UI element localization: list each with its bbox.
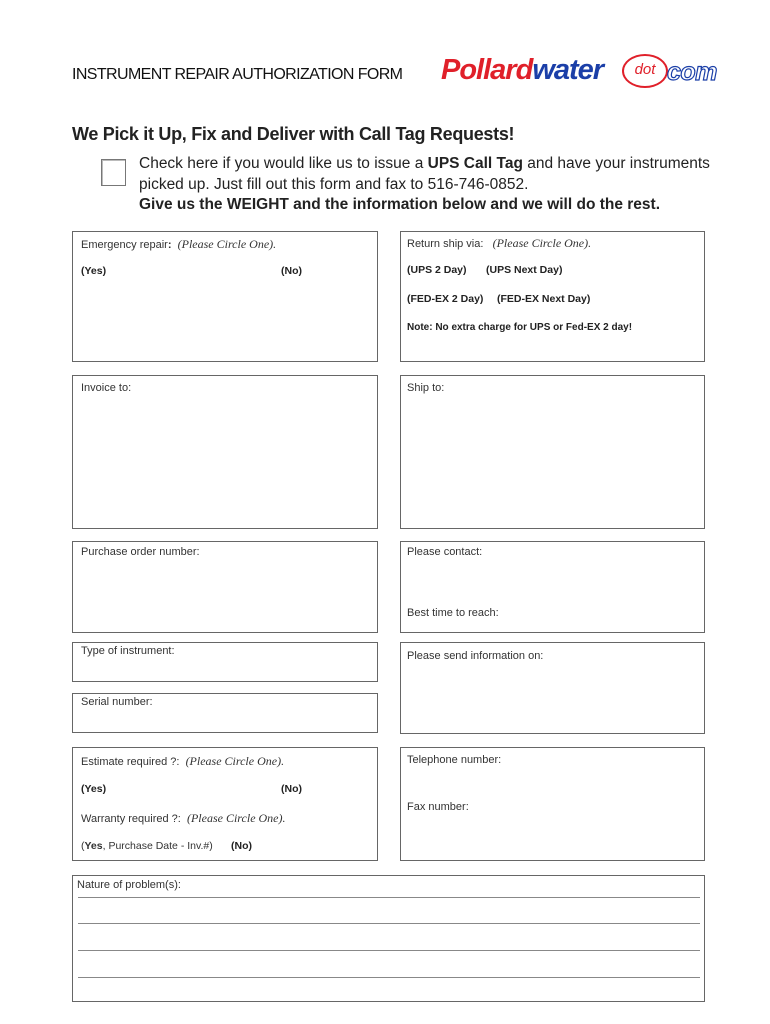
estimate-warranty-box[interactable]	[72, 747, 378, 861]
ups-next-day-option[interactable]: (UPS Next Day)	[486, 264, 563, 276]
estimate-no-option[interactable]: (No)	[281, 783, 302, 795]
instrument-type-box[interactable]	[72, 642, 378, 682]
purchase-order-box[interactable]	[72, 541, 378, 633]
instruction-line-1: Check here if you would like us to issue a UPS Call Tag and have your instruments	[139, 155, 710, 172]
estimate-yes-option[interactable]: (Yes)	[81, 783, 107, 795]
ship-to-box[interactable]	[400, 375, 705, 529]
instructions	[139, 154, 739, 216]
ship-to-label: Ship to:	[407, 382, 445, 394]
problem-line-1	[78, 897, 700, 898]
warranty-label: Warranty required ?: (Please Circle One).	[81, 811, 286, 825]
fedex-next-day-option[interactable]: (FED-EX Next Day)	[497, 293, 591, 305]
emergency-repair-box[interactable]	[72, 231, 378, 362]
telephone-label: Telephone number:	[407, 754, 502, 766]
telephone-fax-box[interactable]	[400, 747, 705, 861]
best-time-label: Best time to reach:	[407, 607, 499, 619]
fax-label: Fax number:	[407, 801, 469, 813]
invoice-to-label: Invoice to:	[81, 382, 132, 394]
instruction-line-2: picked up. Just fill out this form and fax to 516-746-0852.	[139, 175, 529, 193]
emergency-no-option[interactable]: (No)	[281, 265, 302, 277]
ups-call-tag-emphasis: UPS Call Tag	[427, 155, 523, 172]
return-ship-box[interactable]	[400, 231, 705, 362]
emergency-repair-label: Emergency repair: (Please Circle One).	[81, 237, 277, 251]
estimate-label: Estimate required ?: (Please Circle One).	[81, 754, 285, 768]
contact-label: Please contact:	[407, 546, 483, 558]
pollardwater-logo	[441, 52, 717, 92]
logo-dot-text: dot	[622, 54, 668, 88]
problem-line-3	[78, 950, 700, 951]
logo-water-text: water	[532, 54, 604, 86]
nature-of-problem-label: Nature of problem(s):	[77, 879, 181, 891]
problem-line-2	[78, 923, 700, 924]
ups-2-day-option[interactable]: (UPS 2 Day)	[407, 264, 467, 276]
purchase-order-label: Purchase order number:	[81, 546, 200, 558]
send-information-label: Please send information on:	[407, 650, 544, 662]
warranty-no-option[interactable]: (No)	[231, 840, 252, 852]
invoice-to-box[interactable]	[72, 375, 378, 529]
problem-line-4	[78, 977, 700, 978]
instruction-line-3: Give us the WEIGHT and the information below and we will do the rest.	[139, 196, 661, 213]
logo-pollard-text: Pollard	[441, 54, 533, 86]
nature-of-problem-box[interactable]	[72, 875, 705, 1002]
emergency-yes-option[interactable]: (Yes)	[81, 265, 107, 277]
send-information-box[interactable]	[400, 642, 705, 734]
logo-com-text: com	[667, 58, 717, 86]
serial-number-label: Serial number:	[81, 696, 153, 708]
instrument-type-label: Type of instrument:	[81, 645, 175, 657]
contact-box[interactable]	[400, 541, 705, 633]
headline: We Pick it Up, Fix and Deliver with Call Tag Requests!	[72, 124, 515, 144]
call-tag-checkbox[interactable]	[101, 159, 126, 186]
return-ship-label: Return ship via: (Please Circle One).	[407, 236, 592, 250]
fedex-2-day-option[interactable]: (FED-EX 2 Day)	[407, 293, 484, 305]
shipping-note: Note: No extra charge for UPS or Fed-EX 2 day!	[407, 322, 633, 333]
serial-number-box[interactable]	[72, 693, 378, 733]
form-title: INSTRUMENT REPAIR AUTHORIZATION FORM	[72, 66, 403, 83]
warranty-yes-option[interactable]: (Yes, Purchase Date - Inv.#)	[81, 840, 213, 852]
